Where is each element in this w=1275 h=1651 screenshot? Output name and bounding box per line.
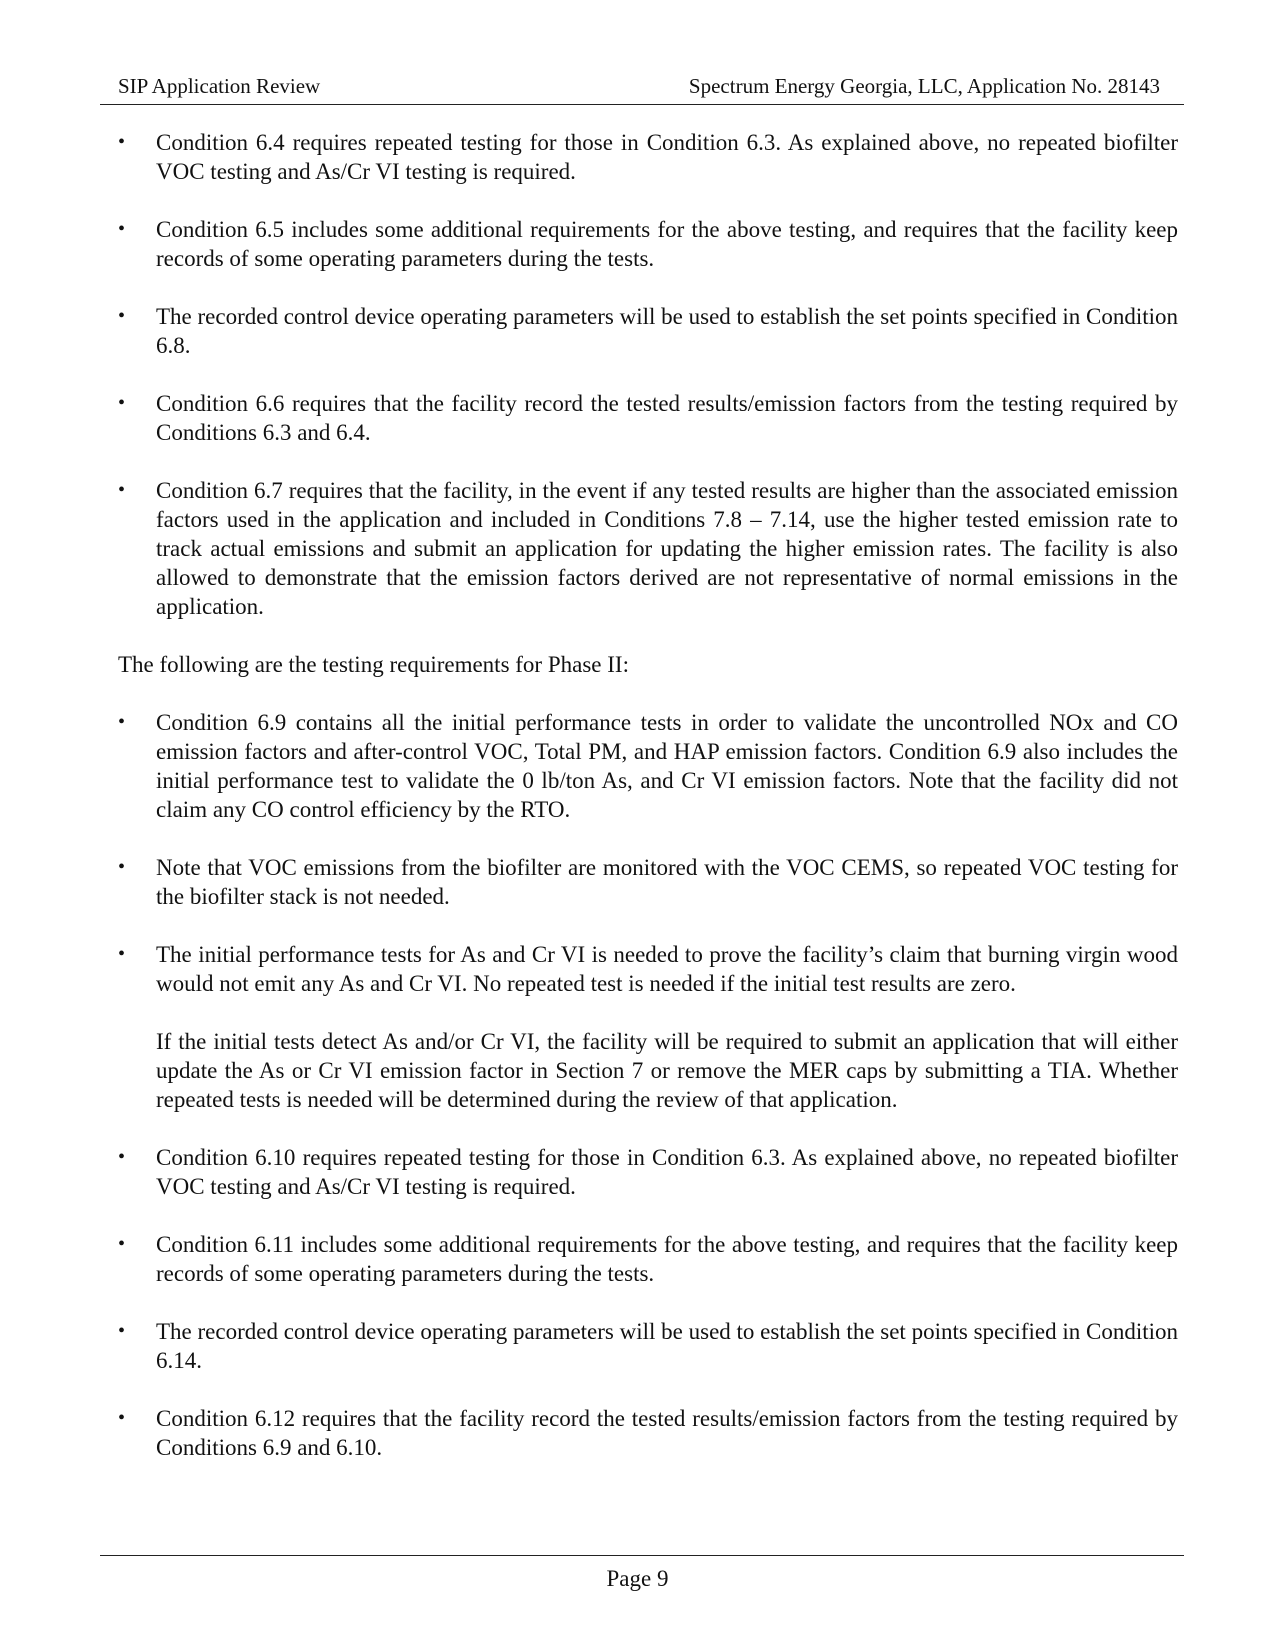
bullet-text: Condition 6.7 requires that the facility, in the event if any tested results are higher than the associated emission factors used in the application and included in Conditions 7.8 – 7.14, use the higher tested emission rate to track actual emissions and submit an application for updating the higher emission rates. The facility is also allowed to demonstrate that the emission factors derived are not representative of normal emissions in the application. [156, 478, 1178, 619]
bullet-text: Condition 6.11 includes some additional requirements for the above testing, and requires that the facility keep records of some operating parameters during the tests. [156, 1232, 1178, 1286]
document-body [118, 128, 1178, 1491]
bullet-item [118, 302, 1178, 360]
header-title: SIP Application Review [118, 74, 321, 98]
bullet-text: The recorded control device operating parameters will be used to establish the set points specified in Condition 6.8. [156, 304, 1178, 358]
bullet-item [118, 940, 1178, 998]
bullet-icon: • [118, 218, 126, 240]
bullet-item [118, 1143, 1178, 1201]
bullet-icon: • [118, 856, 126, 878]
bullet-item [118, 1317, 1178, 1375]
bullet-icon: • [118, 1146, 126, 1168]
bullet-item [118, 476, 1178, 621]
bullet-item [118, 708, 1178, 824]
bullet-item [118, 1404, 1178, 1462]
bullet-text: The initial performance tests for As and Cr VI is needed to prove the facility’s claim that burning virgin wood would not emit any As and Cr VI. No repeated test is needed if the initial test results are zero. [156, 942, 1178, 996]
bullet-text: The recorded control device operating parameters will be used to establish the set points specified in Condition 6.14. [156, 1319, 1178, 1373]
bullet-item [118, 128, 1178, 186]
bullet-icon: • [118, 1407, 126, 1429]
bullet-item [118, 389, 1178, 447]
phase2-intro: The following are the testing requirements for Phase II: [118, 652, 629, 677]
bullet-text: Condition 6.6 requires that the facility record the tested results/emission factors from the testing required by Conditions 6.3 and 6.4. [156, 391, 1178, 445]
bullet-icon: • [118, 479, 126, 501]
bullet-icon: • [118, 711, 126, 733]
bullet-text: Condition 6.9 contains all the initial performance tests in order to validate the uncontrolled NOx and CO emission factors and after-control VOC, Total PM, and HAP emission factors. Condition 6.9 also includes the initial performance test to validate the 0 lb/ton As, and Cr VI emission factors. Note that the facility did not claim any CO control efficiency by the RTO. [156, 710, 1178, 822]
bullet-continuation: If the initial tests detect As and/or Cr VI, the facility will be required to submit an application that will either update the As or Cr VI emission factor in Section 7 or remove the MER caps by submitting a TIA. Whether repeated tests is needed will be determined during the review of that application. [156, 1029, 1178, 1112]
bullet-text: Condition 6.10 requires repeated testing for those in Condition 6.3. As explained above, no repeated biofilter VOC testing and As/Cr VI testing is required. [156, 1145, 1178, 1199]
bullet-icon: • [118, 1320, 126, 1342]
bullet-item [118, 1230, 1178, 1288]
bullet-icon: • [118, 392, 126, 414]
bullet-icon: • [118, 943, 126, 965]
header-application: Spectrum Energy Georgia, LLC, Application No. 28143 [688, 74, 1160, 98]
bullet-text: Condition 6.12 requires that the facility record the tested results/emission factors from the testing required by Conditions 6.9 and 6.10. [156, 1406, 1178, 1460]
bullet-text: Condition 6.4 requires repeated testing for those in Condition 6.3. As explained above, no repeated biofilter VOC testing and As/Cr VI testing is required. [156, 130, 1178, 184]
bullet-text: Condition 6.5 includes some additional requirements for the above testing, and requires that the facility keep records of some operating parameters during the tests. [156, 217, 1178, 271]
page-header [100, 72, 1184, 105]
bullet-item [118, 215, 1178, 273]
bullet-icon: • [118, 131, 126, 153]
bullet-icon: • [118, 305, 126, 327]
bullet-icon: • [118, 1233, 126, 1255]
footer-divider [100, 1555, 1184, 1556]
page-number: Page 9 [606, 1566, 669, 1591]
bullet-item [118, 853, 1178, 911]
bullet-text: Note that VOC emissions from the biofilter are monitored with the VOC CEMS, so repeated VOC testing for the biofilter stack is not needed. [156, 855, 1178, 909]
